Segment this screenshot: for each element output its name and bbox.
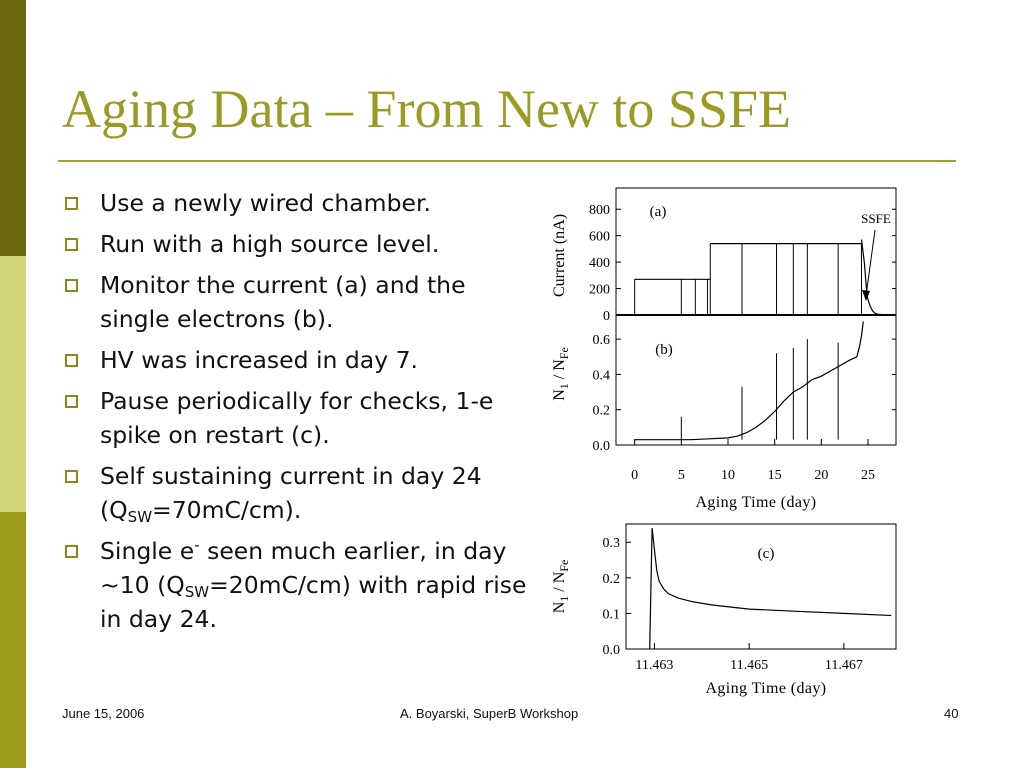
bullet-text-part: seen much earlier, in day ~10 (Q xyxy=(100,537,507,599)
panel-b-x-tick-label: 20 xyxy=(814,468,829,483)
panel-c-y-tick-label: 0.0 xyxy=(602,643,620,658)
panel-b-single-electron-line xyxy=(635,322,864,440)
panel-a-y-axis-label: Current (nA) xyxy=(551,213,568,298)
bullet-item xyxy=(64,534,534,636)
sidebar-band-bottom xyxy=(0,512,26,768)
sidebar-band-top xyxy=(0,0,26,256)
panel-b-x-axis-label: Aging Time (day) xyxy=(695,494,817,511)
panel-b-y-tick-label: 0.6 xyxy=(592,333,610,349)
bullet-item xyxy=(64,227,534,261)
panel-a-current-line xyxy=(862,240,887,315)
panel-c-x-tick-label: 11.463 xyxy=(635,658,674,673)
subscript: SW xyxy=(184,583,210,601)
title-rule xyxy=(58,160,956,162)
footer-center: A. Boyarski, SuperB Workshop xyxy=(400,706,579,721)
square-bullet-icon xyxy=(65,470,78,483)
panel-b-x-tick-label: 25 xyxy=(861,468,875,483)
panel-b-x-tick-label: 15 xyxy=(767,468,782,483)
footer-page-number: 40 xyxy=(944,706,959,721)
bullet-text: Run with a high source level. xyxy=(100,230,440,258)
panel-b-y-tick-label: 0.4 xyxy=(592,368,610,384)
panel-a-y-tick-label: 400 xyxy=(589,256,610,272)
panel-b-frame xyxy=(616,315,896,445)
bullet-list xyxy=(64,186,534,643)
panel-b-x-tick-label: 0 xyxy=(631,468,639,483)
square-bullet-icon xyxy=(65,279,78,292)
square-bullet-icon xyxy=(65,545,78,558)
sidebar-decoration xyxy=(0,0,26,768)
ssfe-arrow-head xyxy=(862,290,870,301)
panel-c-y-tick-label: 0.1 xyxy=(602,607,620,623)
bullet-text: HV was increased in day 7. xyxy=(100,346,418,374)
panel-a-y-tick-label: 600 xyxy=(589,229,610,245)
bullet-item xyxy=(64,384,534,452)
panel-b-x-tick-label: 5 xyxy=(677,468,685,483)
panel-b-x-tick-label: 10 xyxy=(721,468,735,483)
bullet-text: Pause periodically for checks, 1-e spike on restart (c). xyxy=(100,387,494,449)
panel-c-x-tick-label: 11.467 xyxy=(824,658,863,673)
panel-c-x-tick-label: 11.465 xyxy=(730,658,769,673)
panel-c-y-tick-label: 0.2 xyxy=(602,571,620,587)
footer-date: June 15, 2006 xyxy=(62,706,145,721)
bullet-text-part: =70mC/cm). xyxy=(152,496,302,524)
panel-c-label: (c) xyxy=(757,546,775,562)
panel-b-y-axis-label: $N_1 / N_{Fe}$ xyxy=(551,347,571,401)
aging-data-chart xyxy=(540,182,910,702)
bullet-item xyxy=(64,459,534,527)
square-bullet-icon xyxy=(65,395,78,408)
panel-c-frame xyxy=(626,524,896,649)
square-bullet-icon xyxy=(65,354,78,367)
panel-b-y-tick-label: 0.2 xyxy=(592,403,610,419)
bullet-text-part: =20mC/cm) with rapid rise in day 24. xyxy=(100,571,527,633)
panel-a-y-tick-label: 200 xyxy=(589,282,610,298)
panel-c-y-axis-label: $N_1 / N_{Fe}$ xyxy=(551,559,571,614)
bullet-text-part: Self sustaining current in day 24 (Q xyxy=(100,462,482,524)
panel-c-x-axis-label: Aging Time (day) xyxy=(705,680,827,697)
panel-b-label: (b) xyxy=(655,342,673,358)
bullet-item xyxy=(64,343,534,377)
panel-c-y-tick-label: 0.3 xyxy=(602,536,620,552)
bullet-text-part: Single e xyxy=(100,537,195,565)
subscript: SW xyxy=(127,508,153,526)
bullet-text: Monitor the current (a) and the single electrons (b). xyxy=(100,271,466,333)
panel-a-y-tick-label: 800 xyxy=(589,203,610,219)
slide-title: Aging Data – From New to SSFE xyxy=(62,79,791,139)
superscript: - xyxy=(194,536,200,554)
ssfe-annotation: SSFE xyxy=(861,211,891,226)
panel-b-y-tick-label: 0.0 xyxy=(592,439,610,454)
sidebar-band-middle xyxy=(0,256,26,512)
square-bullet-icon xyxy=(65,238,78,251)
panel-a-y-tick-label: 0 xyxy=(603,309,610,324)
bullet-item xyxy=(64,268,534,336)
ssfe-arrow-line xyxy=(866,230,875,296)
bullet-item xyxy=(64,186,534,220)
panel-a-label: (a) xyxy=(649,204,667,220)
bullet-text: Use a newly wired chamber. xyxy=(100,189,431,217)
square-bullet-icon xyxy=(65,197,78,210)
